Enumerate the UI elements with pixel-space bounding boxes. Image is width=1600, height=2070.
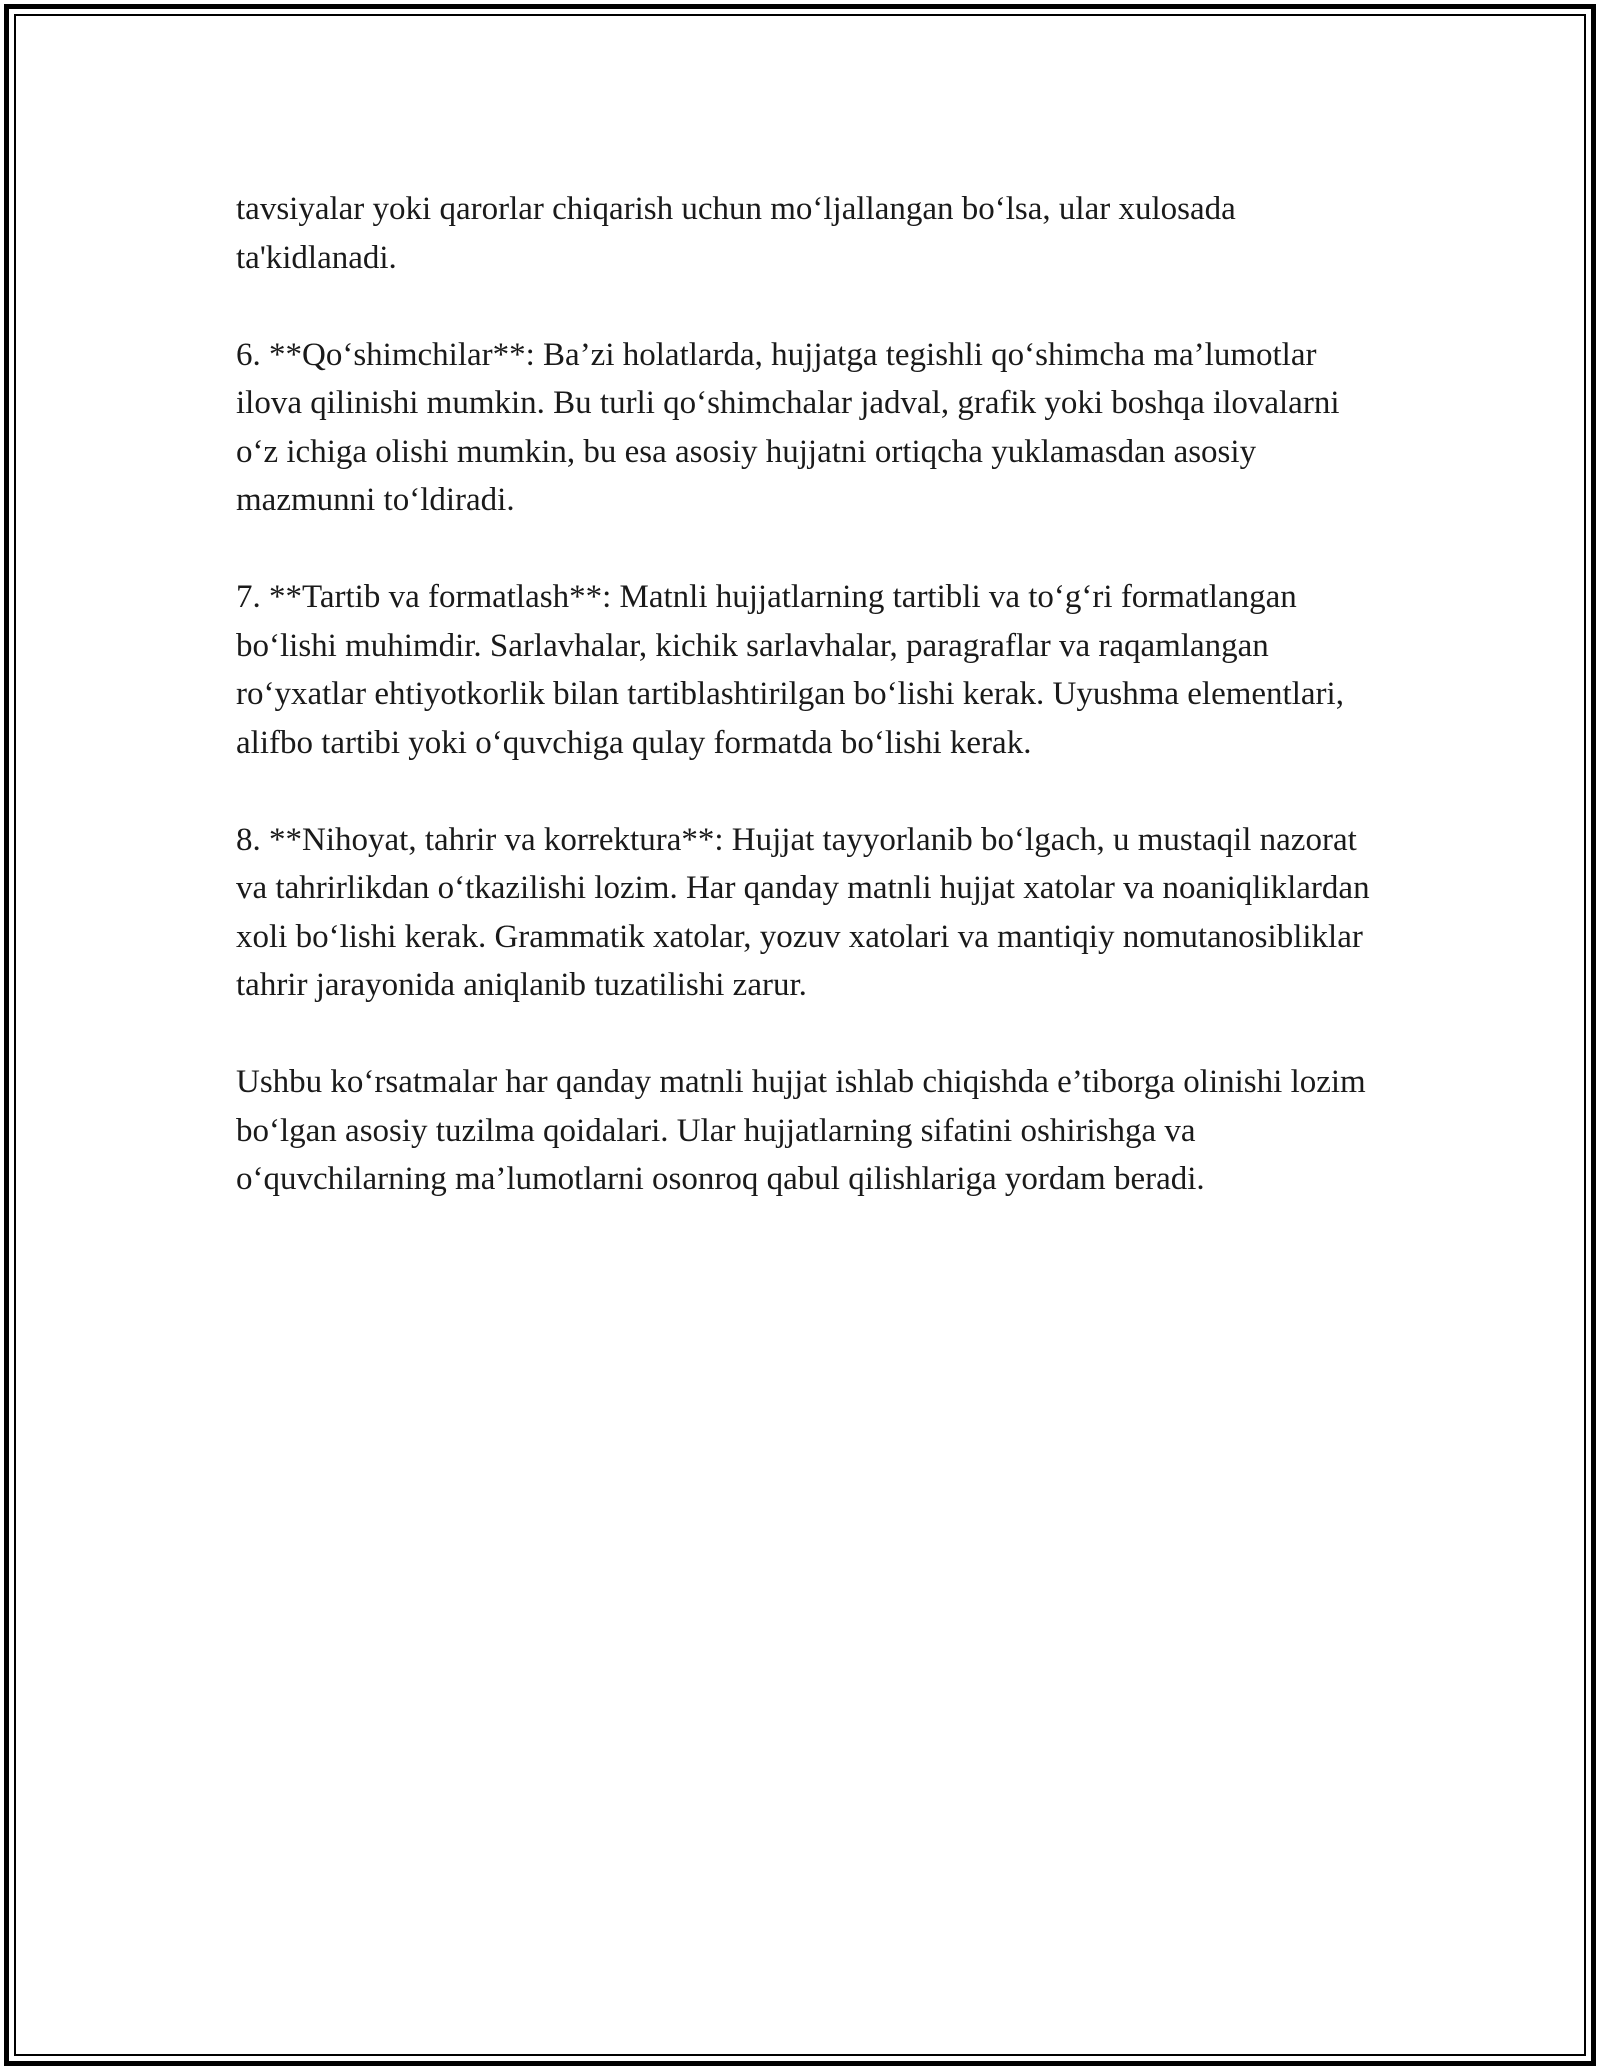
paragraph-appendices: 6. **Qo‘shimchilar**: Ba’zi holatlarda, hujjatga tegishli qo‘shimcha ma’lumotlar ilova qilinishi mumkin. Bu turli qo‘shimchalar jadval, grafik yoki boshqa ilovalarni o‘z ichiga olishi mumkin, bu esa asosiy hujjatni ortiqcha yuklamasdan asosiy mazmunni to‘ldiradi. — [236, 336, 1340, 518]
paragraph-order-formatting: 7. **Tartib va formatlash**: Matnli hujjatlarning tartibli va to‘g‘ri formatlangan bo‘lishi muhimdir. Sarlavhalar, kichik sarlavhalar, paragraflar va raqamlangan ro‘yxatlar ehtiyotkorlik bilan tartiblashtirilgan bo‘lishi kerak. Uyushma elementlari, alifbo tartibi yoki o‘quvchiga qulay formatda bo‘lishi kerak. — [236, 579, 1344, 761]
paragraph-editing-proofreading: 8. **Nihoyat, tahrir va korrektura**: Hujjat tayyorlanib bo‘lgach, u mustaqil nazorat va tahrirlikdan o‘tkazilishi lozim. Har qanday matnli hujjat xatolar va noaniqliklardan xoli bo‘lishi kerak. Grammatik xatolar, yozuv xatolari va mantiqiy nomutanosibliklar tahrir jarayonida aniqlanib tuzatilishi zarur. — [236, 821, 1370, 1003]
paragraph-summary: Ushbu ko‘rsatmalar har qanday matnli hujjat ishlab chiqishda e’tiborga olinishi lozim bo‘lgan asosiy tuzilma qoidalari. Ular hujjatlarning sifatini oshirishga va o‘quvchilarning ma’lumotlarni osonroq qabul qilishlariga yordam beradi. — [236, 1064, 1366, 1197]
paragraph-conclusion-continued: tavsiyalar yoki qarorlar chiqarish uchun mo‘ljallangan bo‘lsa, ular xulosada ta'kidlanadi. — [236, 191, 1236, 276]
document-body — [236, 185, 1376, 1204]
